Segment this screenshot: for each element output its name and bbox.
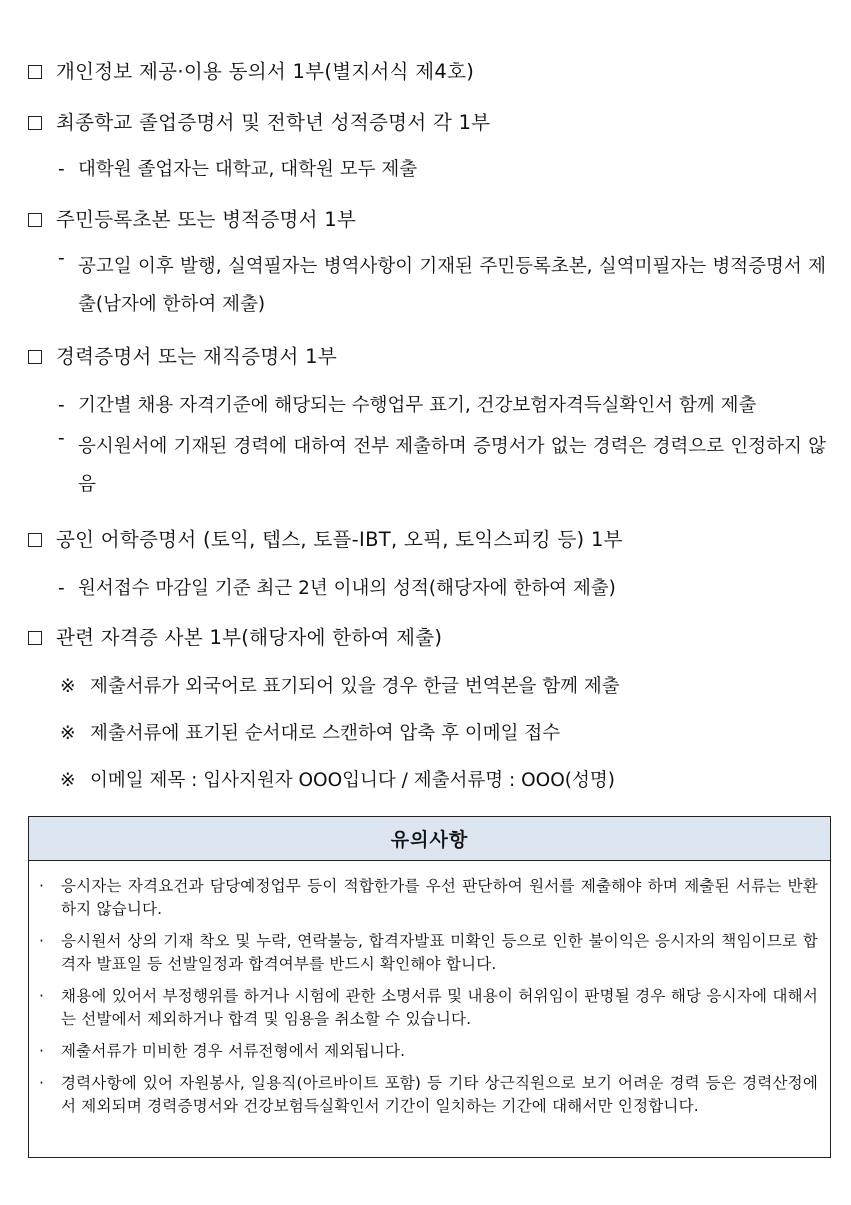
sub-item: - 기간별 채용 자격기준에 해당되는 수행업무 표기, 건강보험자격득실확인서 함께 제출 bbox=[58, 395, 757, 416]
checkbox-square-icon bbox=[28, 350, 42, 364]
bullet-icon: · bbox=[39, 932, 45, 950]
section-license-copy bbox=[28, 622, 442, 650]
sub-item-text: 공고일 이후 발행, 실역필자는 병역사항이 기재된 주민등록초본, 실역미필자는 병적증명서 제출(남자에 한하여 제출) bbox=[78, 256, 826, 315]
note-text: 제출서류에 표기된 순서대로 스캔하여 압축 후 이메일 접수 bbox=[90, 723, 561, 744]
note-text: 제출서류가 외국어로 표기되어 있을 경우 한글 번역본을 함께 제출 bbox=[90, 676, 620, 697]
reference-mark-icon: ※ bbox=[60, 770, 76, 791]
caution-item bbox=[39, 985, 818, 1031]
checkbox-square-icon bbox=[28, 631, 42, 645]
caution-item bbox=[39, 930, 818, 976]
sub-item: - 대학원 졸업자는 대학교, 대학원 모두 제출 bbox=[58, 159, 418, 180]
bullet-icon: · bbox=[39, 1074, 45, 1092]
caution-box bbox=[28, 816, 831, 1158]
section-label: 주민등록초본 또는 병적증명서 1부 bbox=[56, 208, 357, 231]
note-text: 이메일 제목 : 입사지원자 OOO입니다 / 제출서류명 : OOO(성명) bbox=[90, 770, 615, 791]
checkbox-square-icon bbox=[28, 116, 42, 130]
caution-title: 유의사항 bbox=[29, 817, 830, 861]
sub-item-text: 응시원서에 기재된 경력에 대하여 전부 제출하며 증명서가 없는 경력은 경력으로 인정하지 않음 bbox=[78, 436, 826, 495]
caution-item-text: 응시원서 상의 기재 착오 및 누락, 연락불능, 합격자발표 미확인 등으로 인한 불이익은 응시자의 책임이므로 합격자 발표일 등 선발일정과 합격여부를 반드시 확인해야 합니다. bbox=[61, 932, 818, 973]
caution-item-text: 경력사항에 있어 자원봉사, 일용직(아르바이트 포함) 등 기타 상근직원으로 보기 어려운 경력 등은 경력산정에서 제외되며 경력증명서와 건강보험득실확인서 기간이 일치하는 기간에 대해서만 인정합니다. bbox=[61, 1074, 818, 1115]
caution-item bbox=[39, 1072, 818, 1118]
section-graduation-certificate bbox=[28, 107, 490, 135]
section-label: 최종학교 졸업증명서 및 전학년 성적증명서 각 1부 bbox=[56, 111, 491, 134]
caution-item-text: 제출서류가 미비한 경우 서류전형에서 제외됩니다. bbox=[61, 1042, 406, 1060]
sub-item: - 원서접수 마감일 기준 최근 2년 이내의 성적(해당자에 한하여 제출) bbox=[58, 578, 616, 599]
sub-item: - 응시원서에 기재된 경력에 대하여 전부 제출하며 증명서가 없는 경력은 경력으로 인정하지 않음 bbox=[58, 428, 830, 504]
bullet-icon: · bbox=[39, 1042, 45, 1060]
sub-item: - 공고일 이후 발행, 실역필자는 병역사항이 기재된 주민등록초본, 실역미필자는 병적증명서 제출(남자에 한하여 제출) bbox=[58, 248, 830, 324]
section-language-certificate bbox=[28, 524, 623, 552]
section-label: 개인정보 제공·이용 동의서 1부(별지서식 제4호) bbox=[56, 60, 475, 83]
section-label: 관련 자격증 사본 1부(해당자에 한하여 제출) bbox=[56, 626, 443, 649]
note-item bbox=[60, 766, 615, 792]
sub-item-text: 기간별 채용 자격기준에 해당되는 수행업무 표기, 건강보험자격득실확인서 함께 제출 bbox=[78, 395, 757, 416]
caution-list bbox=[29, 861, 830, 1118]
reference-mark-icon: ※ bbox=[60, 723, 76, 744]
checkbox-square-icon bbox=[28, 533, 42, 547]
section-career-certificate bbox=[28, 341, 337, 369]
sub-item-text: 원서접수 마감일 기준 최근 2년 이내의 성적(해당자에 한하여 제출) bbox=[78, 578, 616, 599]
bullet-icon: · bbox=[39, 877, 45, 895]
sub-item-text: 대학원 졸업자는 대학교, 대학원 모두 제출 bbox=[78, 159, 418, 180]
section-resident-registration bbox=[28, 204, 356, 232]
caution-item bbox=[39, 1040, 818, 1063]
checkbox-square-icon bbox=[28, 65, 42, 79]
note-item bbox=[60, 672, 620, 698]
caution-item-text: 응시자는 자격요건과 담당예정업무 등이 적합한가를 우선 판단하여 원서를 제출해야 하며 제출된 서류는 반환하지 않습니다. bbox=[61, 877, 818, 918]
reference-mark-icon: ※ bbox=[60, 676, 76, 697]
bullet-icon: · bbox=[39, 987, 45, 1005]
caution-item-text: 채용에 있어서 부정행위를 하거나 시험에 관한 소명서류 및 내용이 허위임이 판명될 경우 해당 응시자에 대해서는 선발에서 제외하거나 합격 및 임용을 취소할 수 있습니다. bbox=[61, 987, 818, 1028]
section-privacy-consent bbox=[28, 56, 474, 84]
section-label: 공인 어학증명서 (토익, 텝스, 토플-IBT, 오픽, 토익스피킹 등) 1부 bbox=[56, 528, 623, 551]
section-label: 경력증명서 또는 재직증명서 1부 bbox=[56, 345, 337, 368]
note-item bbox=[60, 719, 560, 745]
caution-item bbox=[39, 875, 818, 921]
checkbox-square-icon bbox=[28, 213, 42, 227]
